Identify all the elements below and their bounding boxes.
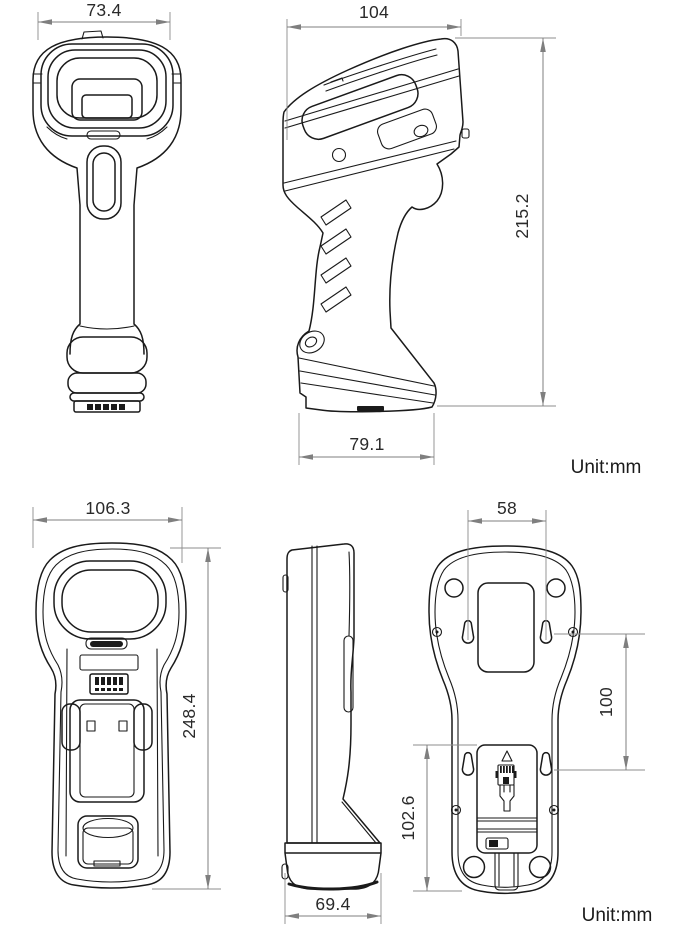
strap-loop: [296, 327, 329, 358]
scanner-side-view: [283, 39, 469, 412]
rubber-foot-bottom-right: [530, 857, 551, 878]
dim-label-cradle-front-width: 106.3: [85, 498, 131, 518]
cradle-ring-inner: [62, 570, 158, 632]
rubber-foot-bottom-left: [464, 857, 485, 878]
contact-pins: [95, 677, 123, 691]
cradle-side-view: [282, 544, 381, 889]
lower-shell-seam: [284, 141, 456, 191]
unit-label-top: Unit:mm: [570, 457, 642, 478]
trigger-button: [93, 153, 115, 211]
dim-cradle-side-base-depth: [285, 873, 381, 924]
handle-seam: [80, 326, 134, 329]
base-bulge: [67, 337, 147, 373]
screw-hole-lower-left: [452, 806, 461, 815]
notch-left: [87, 721, 95, 731]
rear-button-panel: [375, 107, 438, 151]
dim-label-cradle-side-base-depth: 69.4: [315, 894, 351, 914]
dim-label-scanner-side-top-width: 104: [358, 2, 390, 22]
trigger-recess: [87, 146, 121, 219]
grip-ribs: [321, 200, 351, 312]
dim-scanner-front-width: [38, 0, 170, 40]
cradle-back-inner-line: [435, 552, 575, 887]
base-band-lines: [299, 358, 435, 403]
mounting-keyhole-bottom-left: [462, 753, 473, 775]
side-screw: [333, 149, 346, 162]
plate-rail-lines: [477, 818, 537, 832]
lock-switch: [486, 838, 508, 849]
dim-label-scanner-side-height: 215.2: [512, 193, 532, 239]
battery-bay-inner: [80, 704, 134, 797]
base-band: [68, 373, 146, 393]
dim-cradle-front-width: [33, 498, 182, 563]
dim-cradle-front-height: [152, 548, 221, 889]
dim-cradle-back-hole-spacing-height: [554, 634, 645, 770]
base-ring: [70, 393, 144, 401]
scanner-front-view: [33, 31, 181, 412]
clip-left: [62, 704, 80, 750]
rubber-foot-top-right: [547, 579, 565, 597]
charging-contacts: [87, 404, 125, 410]
notch-right: [119, 721, 127, 731]
lens: [82, 95, 132, 118]
head-inner-ring: [48, 50, 166, 128]
dim-cradle-back-plate-height: [398, 745, 477, 891]
strap-loop-hole: [304, 335, 319, 349]
rear-button: [413, 123, 430, 138]
base-contact-tab: [357, 406, 384, 411]
cable-channel: [495, 853, 518, 890]
side-flare-inner: [342, 802, 376, 843]
scanner-front-silhouette: [33, 37, 181, 354]
battery-bay: [70, 700, 144, 802]
rubber-foot-top-left: [445, 579, 463, 597]
cradle-front-view: [36, 543, 186, 888]
cradle-side-base: [285, 843, 381, 889]
dim-label-cradle-back-plate-height: 102.6: [398, 795, 418, 841]
dim-scanner-side-height: [437, 38, 556, 406]
side-edge-inner: [349, 552, 350, 636]
scan-head-strip: [324, 49, 437, 91]
back-opening: [478, 583, 534, 672]
rj45-connector: [496, 765, 517, 811]
cradle-back-silhouette: [429, 546, 581, 893]
mounting-keyhole-bottom-right: [540, 753, 551, 775]
orientation-arrow: [502, 751, 512, 761]
screw-hole-lower-right: [550, 806, 559, 815]
cradle-ring-outer: [54, 561, 166, 639]
latch: [90, 641, 123, 647]
upper-shell-seam: [285, 69, 459, 128]
label-recess: [80, 655, 138, 670]
side-cover-panel: [298, 71, 422, 144]
cradle-back-view: [429, 546, 581, 893]
side-seam-lines: [312, 546, 317, 843]
rear-nub: [462, 129, 469, 138]
cable-compartment: [78, 816, 138, 868]
cradle-side-silhouette: [287, 544, 380, 843]
dim-label-cradle-back-hole-spacing-width: 58: [496, 498, 518, 518]
dim-label-scanner-front-width: 73.4: [86, 0, 122, 20]
dim-label-scanner-side-base-width: 79.1: [349, 434, 385, 454]
beeper-slot: [87, 131, 120, 139]
dim-scanner-side-base-width: [299, 413, 434, 465]
compartment-inner: [83, 828, 133, 864]
speaker-arcs: [47, 127, 167, 139]
dim-label-cradle-front-height: 248.4: [179, 693, 199, 739]
dim-label-cradle-back-hole-spacing-height: 100: [596, 686, 616, 718]
unit-label-bottom: Unit:mm: [581, 905, 653, 926]
clip-right: [134, 704, 152, 750]
